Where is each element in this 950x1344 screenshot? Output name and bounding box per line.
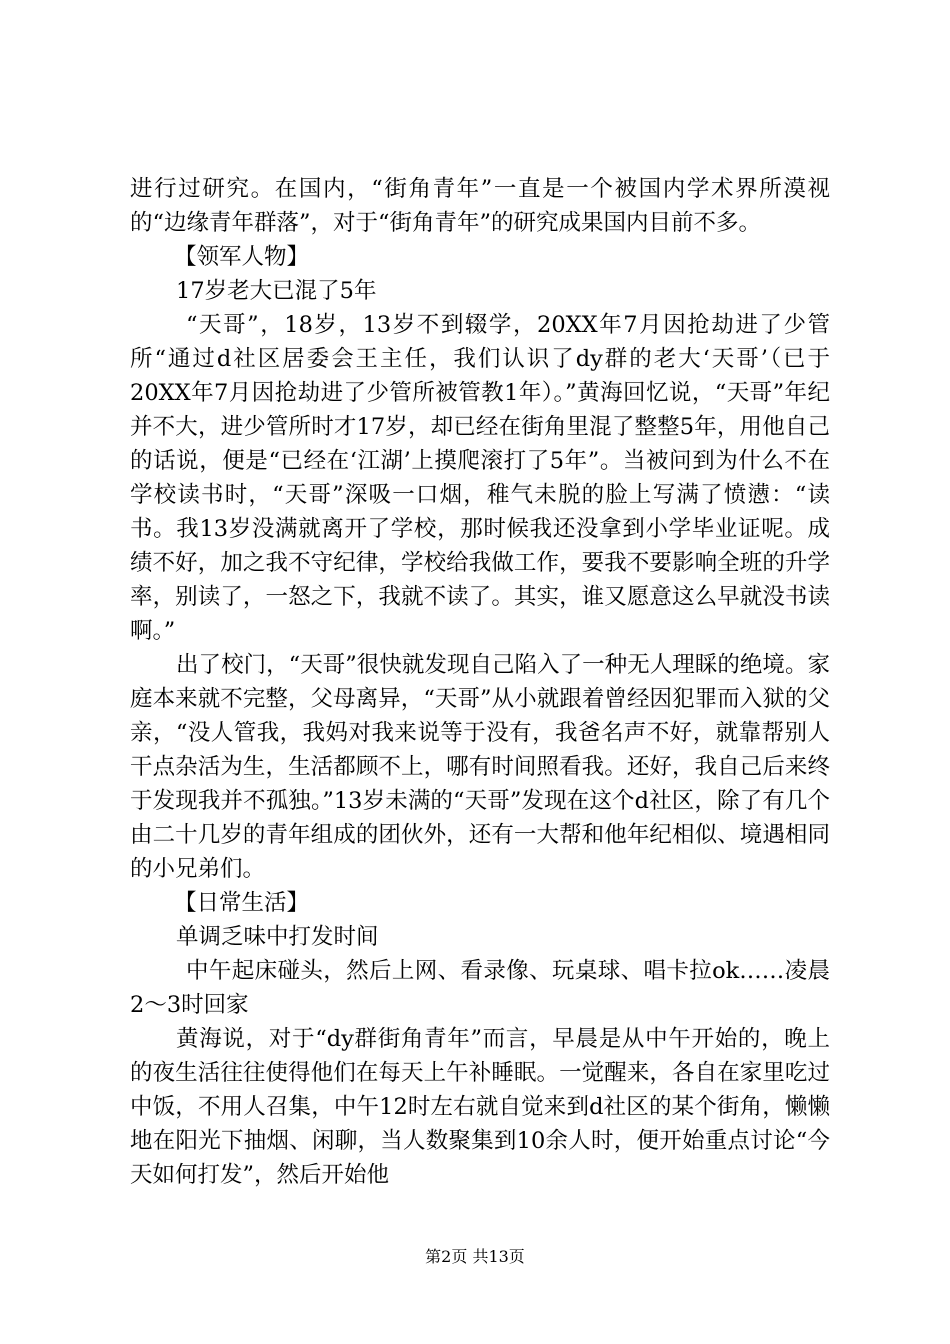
section-heading-leader: 【领军人物】 xyxy=(174,244,310,270)
paragraph-daily-schedule: 中午起床碰头，然后上网、看录像、玩桌球、唱卡拉ok……凌晨2～3时回家 xyxy=(130,958,830,1018)
paragraph-tiange-profile: “天哥”，18岁，13岁不到辍学，20XX年7月因抢劫进了少管所“通过d社区居委会王主任，我们认识了dy群的老大‘天哥’（已于20XX年7月因抢劫进了少管所被管教1年）。”黄海回忆说，“天哥”年纪并不大，进少管所时才17岁，却已经在街角里混了整整5年，用他自己的话说，便是“已经在‘江湖’上摸爬滚打了5年”。当被问到为什么不在学校读书时，“天哥”深吸一口烟，稚气未脱的脸上写满了愤懑：“读书。我13岁没满就离开了学校，那时候我还没拿到小学毕业证呢。成绩不好，加之我不守纪律，学校给我做工作，要我不要影响全班的升学率，别读了，一怒之下，我就不读了。其实，谁又愿意这么早就没书读啊。” xyxy=(130,312,830,644)
page-number-footer: 第2页 共13页 xyxy=(425,1247,525,1266)
subheading-leader: 17岁老大已混了5年 xyxy=(176,278,377,304)
paragraph-daily-routine: 黄海说，对于“dy群街角青年”而言，早晨是从中午开始的，晚上的夜生活往往使得他们在每天上午补睡眠。一觉醒来，各自在家里吃过中饭，不用人召集，中午12时左右就自觉来到d社区的某个街角，懒懒地在阳光下抽烟、闲聊，当人数聚集到10余人时，便开始重点讨论“今天如何打发”，然后开始他 xyxy=(130,1026,830,1188)
paragraph-left-school: 出了校门，“天哥”很快就发现自己陷入了一种无人理睬的绝境。家庭本来就不完整，父母离异，“天哥”从小就跟着曾经因犯罪而入狱的父亲，“没人管我，我妈对我来说等于没有，我爸名声不好，就靠帮别人干点杂活为生，生活都顾不上，哪有时间照看我。还好，我自己后来终于发现我并不孤独。”13岁未满的“天哥”发现在这个d社区，除了有几个由二十几岁的青年组成的团伙外，还有一大帮和他年纪相似、境遇相同的小兄弟们。 xyxy=(130,652,830,882)
paragraph-intro-continuation: 进行过研究。在国内，“街角青年”一直是一个被国内学术界所漠视的“边缘青年群落”，对于“街角青年”的研究成果国内目前不多。 xyxy=(130,176,830,236)
document-body xyxy=(130,172,830,1192)
subheading-daily-life: 单调乏味中打发时间 xyxy=(176,924,379,950)
section-heading-daily-life: 【日常生活】 xyxy=(174,890,310,916)
